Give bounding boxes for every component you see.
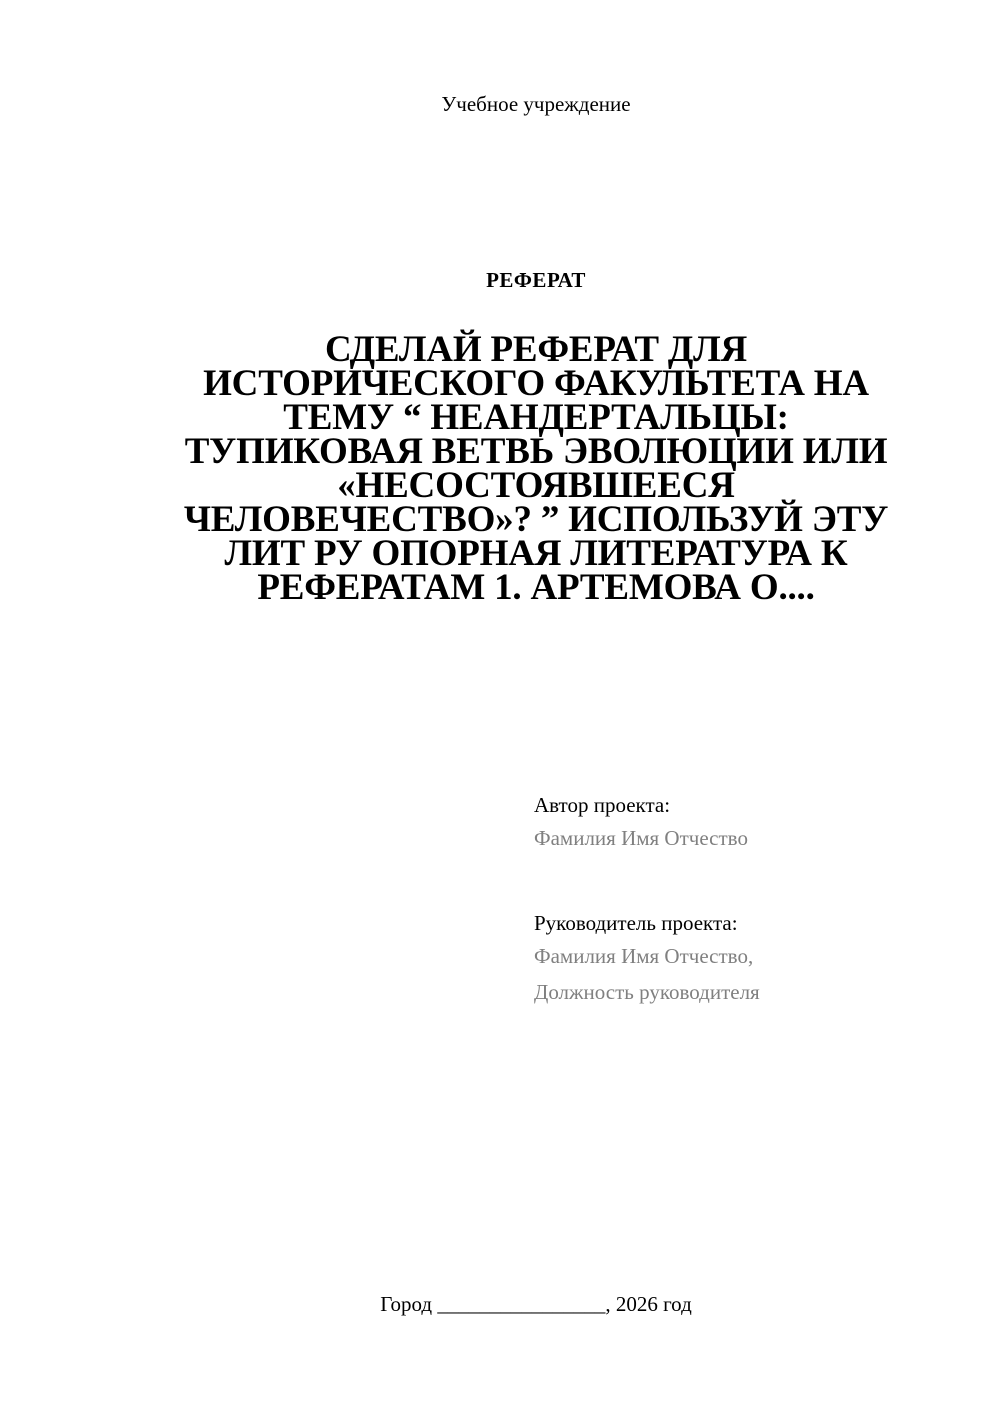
supervisor-name: Фамилия Имя Отчество,: [534, 944, 754, 968]
supervisor-block: [534, 908, 974, 1010]
supervisor-label: Руководитель проекта:: [534, 911, 738, 935]
title-line: «НЕСОСТОЯВШЕЕСЯ: [337, 465, 735, 506]
title-line: ЧЕЛОВЕЧЕСТВО»? ” ИСПОЛЬЗУЙ ЭТУ: [183, 499, 889, 540]
author-block: [534, 790, 974, 856]
title-line: РЕФЕРАТАМ 1. АРТЕМОВА О....: [257, 567, 815, 608]
supervisor-position: Должность руководителя: [534, 980, 760, 1004]
city-year-line: Город ________________, 2026 год: [380, 1292, 692, 1316]
project-credits: [534, 790, 974, 1010]
title-line: ТУПИКОВАЯ ВЕТВЬ ЭВОЛЮЦИИ ИЛИ: [184, 431, 888, 472]
document-title: [150, 329, 922, 608]
title-line: ТЕМУ “ НЕАНДЕРТАЛЬЦЫ:: [283, 397, 789, 438]
document-type-label: РЕФЕРАТ: [486, 268, 586, 292]
title-line: СДЕЛАЙ РЕФЕРАТ ДЛЯ: [325, 329, 747, 370]
institution-name: Учебное учреждение: [441, 92, 631, 116]
title-line: ИСТОРИЧЕСКОГО ФАКУЛЬТЕТА НА: [203, 363, 869, 404]
title-line: ЛИТ РУ ОПОРНАЯ ЛИТЕРАТУРА К: [224, 533, 848, 574]
author-label: Автор проекта:: [534, 793, 671, 817]
author-name: Фамилия Имя Отчество: [534, 826, 748, 850]
